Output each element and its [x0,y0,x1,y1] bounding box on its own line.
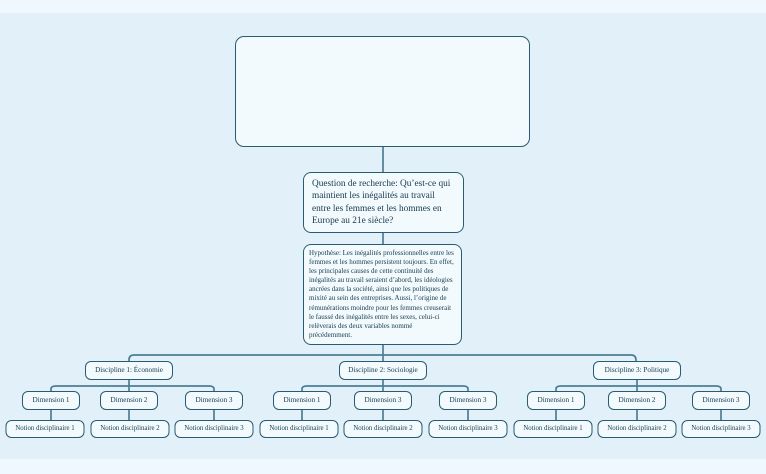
root-topic-node[interactable] [235,36,530,147]
discipline-node-sociologie[interactable]: Discipline 2: Sociologie [339,361,427,380]
dimension-node[interactable]: Dimension 3 [354,391,412,410]
research-question-node[interactable]: Question de recherche: Qu’est-ce qui maintient les inégalités au travail entre les femmes et les hommes en Europe au 21e siècle? [303,172,464,233]
dimension-node[interactable]: Dimension 1 [22,391,80,410]
notion-node[interactable]: Notion disciplinaire 2 [91,420,170,438]
discipline-node-economie[interactable]: Discipline 1: Économie [85,361,173,380]
notion-node[interactable]: Notion disciplinaire 3 [429,420,508,438]
notion-node[interactable]: Notion disciplinaire 3 [682,420,761,438]
discipline-node-politique[interactable]: Discipline 3: Politique [593,361,681,380]
notion-node[interactable]: Notion disciplinaire 1 [260,420,339,438]
notion-node[interactable]: Notion disciplinaire 1 [6,420,85,438]
notion-node[interactable]: Notion disciplinaire 2 [344,420,423,438]
notion-node[interactable]: Notion disciplinaire 1 [514,420,593,438]
notion-node[interactable]: Notion disciplinaire 2 [598,420,677,438]
dimension-node[interactable]: Dimension 3 [185,391,243,410]
dimension-node[interactable]: Dimension 1 [273,391,331,410]
dimension-node[interactable]: Dimension 1 [527,391,585,410]
notion-node[interactable]: Notion disciplinaire 3 [175,420,254,438]
dimension-node[interactable]: Dimension 3 [439,391,497,410]
dimension-node[interactable]: Dimension 2 [608,391,666,410]
dimension-node[interactable]: Dimension 3 [692,391,750,410]
hypothesis-node[interactable]: Hypothèse: Les inégalités professionnelles entre les femmes et les hommes persistent toujours. En effet, les principales causes de cette continuité des inégalités au travail seraient d’abord, les idéologies ancrées dans la société, ainsi que les politiques de mixité au sein des entreprises. Aussi, l’origine de rémunérations moindre pour les femmes creuserait le faussé des inégalités entre les sexes, celui-ci relèverais des deux variables nommé précédemment. [303,244,462,345]
dimension-node[interactable]: Dimension 2 [100,391,158,410]
